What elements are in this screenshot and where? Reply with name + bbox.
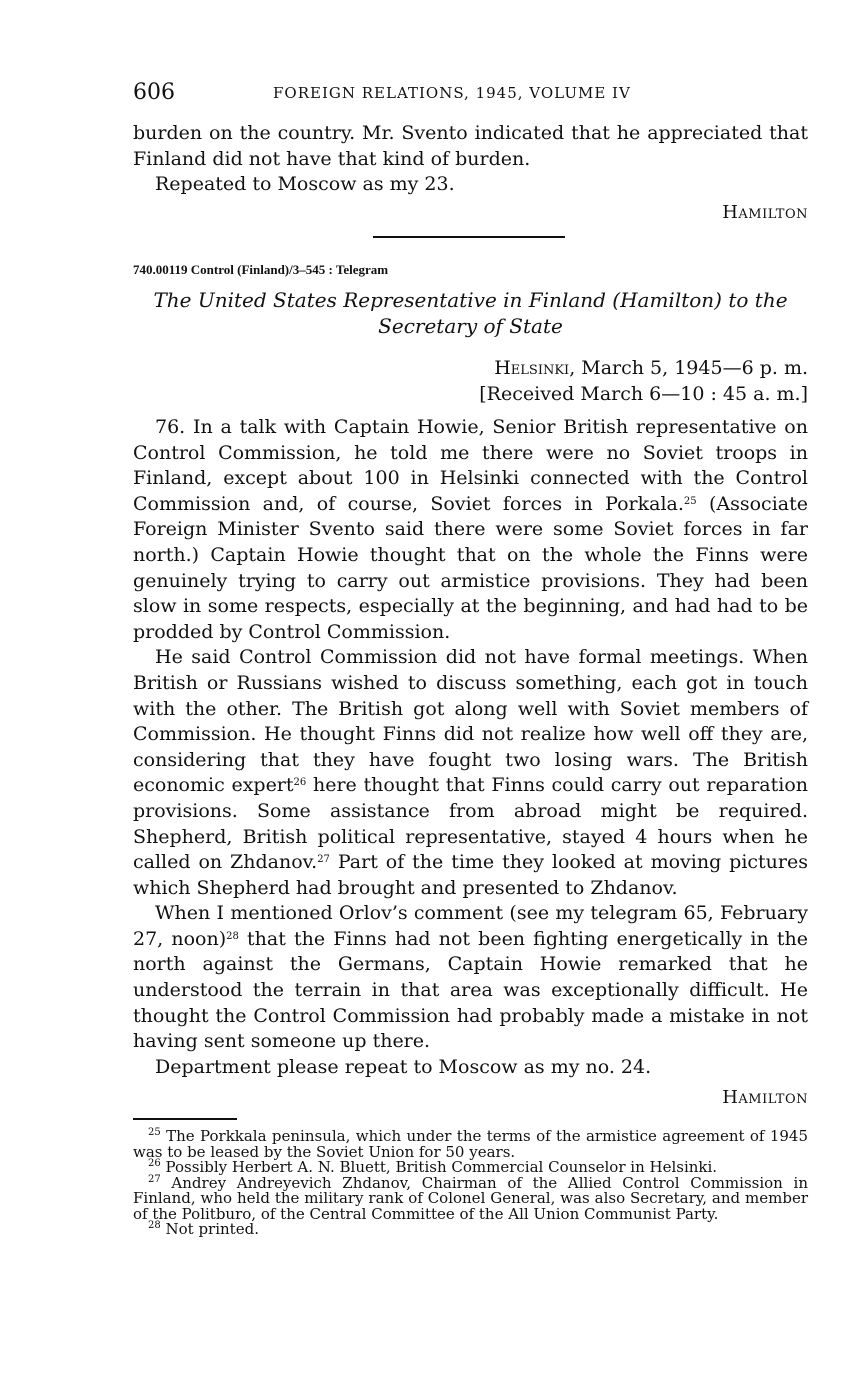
- footnote-ref-26: 26: [293, 777, 307, 789]
- footnote-28: $^{28}$ Not printed.: [148, 1220, 259, 1238]
- body-paragraph-3: When I mentioned Orlov’s comment (see my telegram 65, February 27, noon)$^{28}$ that the Finns had not been fighting energetically in the north against the Germans, Captain Howie remarked that he understood the terrain in that area was exceptionally difficult. He thought the Control Commission had probably made a mistake in not having sent someone up there.: [133, 902, 808, 1053]
- signature: Hamilton: [722, 1087, 808, 1108]
- footnote-26: $^{26}$ Possibly Herbert A. N. Bluett, British Commercial Counselor in Helsinki.: [148, 1158, 718, 1176]
- body-paragraph-1: 76. In a talk with Captain Howie, Senior British representative on Control Commission, he told me there were no Soviet troops in Finland, except about 100 in Helsinki connected with the Control Commission and, of course, Soviet forces in Porkala.$^{25}$ (Associate Foreign Minister Svento said there were some Soviet forces in far north.) Captain Howie thought that on the whole the Finns were genuinely trying to carry out armistice provisions. They had been slow in some respects, especially at the beginning, and had had to be prodded by Control Commission.: [133, 416, 808, 643]
- prev-repeat-note: Repeated to Moscow as my 23.: [155, 173, 455, 196]
- body-paragraph-4: Department please repeat to Moscow as my no. 24.: [155, 1055, 652, 1078]
- page-header: [133, 80, 808, 108]
- footnote-27: $^{27}$ Andrey Andreyevich Zhdanov, Chairman of the Allied Control Commission in Finland, who held the military rank of Colonel General, was also Secretary, and member of the Politburo, of the Central Committee of the All Union Communist Party.: [133, 1173, 808, 1223]
- footnotes: [133, 1129, 808, 1238]
- page-number: 606: [133, 80, 175, 105]
- footnote-ref-25: 25: [683, 495, 697, 507]
- footnote-ref-27: 27: [317, 854, 330, 866]
- footnote-divider: [133, 1118, 237, 1120]
- running-head: FOREIGN RELATIONS, 1945, VOLUME IV: [273, 84, 631, 102]
- place-name: Helsinki: [494, 357, 570, 379]
- file-reference: 740.00119 Control (Finland)/3–545 : Telegram: [133, 262, 389, 277]
- prev-signature: Hamilton: [722, 202, 808, 223]
- section-divider: [373, 236, 565, 238]
- date-received: [Received March 6—10 : 45 a. m.]: [479, 383, 808, 405]
- telegram-body: [133, 415, 808, 1080]
- footnote-25: $^{25}$ The Porkkala peninsula, which under the terms of the armistice agreement of 1945 was to be leased by the Soviet Union for 50 years.: [133, 1127, 808, 1161]
- body-paragraph-2: He said Control Commission did not have formal meetings. When British or Russians wished to discuss something, each got in touch with the other. The British got along well with Soviet members of Commission. He thought Finns did not realize how well off they are, considering that they have fought two losing wars. The British economic expert$^{26}$ here thought that Finns could carry out reparation provisions. Some assistance from abroad might be required. Shepherd, British political representative, stayed 4 hours when he called on Zhdanov.$^{27}$ Part of the time they looked at moving pictures which Shepherd had brought and presented to Zhdanov.: [133, 646, 809, 899]
- previous-document-text: [133, 121, 808, 198]
- prev-paragraph: burden on the country. Mr. Svento indicated that he appreciated that Finland did not have that kind of burden.: [133, 122, 808, 170]
- footnote-ref-28: 28: [226, 930, 239, 942]
- place-date-line: [479, 355, 808, 407]
- document-title: The United States Representative in Finland (Hamilton) to the Secretary of State: [153, 288, 788, 338]
- date-sent: , March 5, 1945—6 p. m.: [569, 357, 808, 379]
